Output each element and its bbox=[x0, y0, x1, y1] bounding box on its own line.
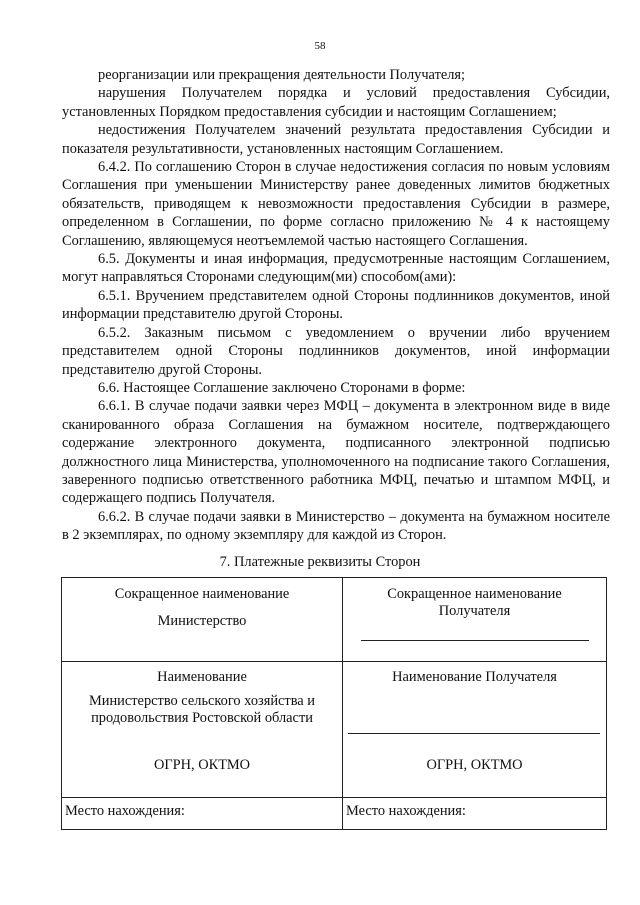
ministry-full-name: Министерство сельского хозяйства и продовольствия Ростовской области bbox=[88, 693, 315, 726]
table-row bbox=[62, 662, 607, 798]
ogrn-oktmo-label: ОГРН, ОКТМО bbox=[153, 757, 251, 773]
fill-in-line bbox=[348, 733, 600, 734]
table-row bbox=[62, 798, 607, 830]
paragraph: 6.5. Документы и иная информация, предусмотренные настоящим Соглашением, могут направляться Сторонами следующим(ми) способом(ами): bbox=[62, 251, 610, 286]
paragraph: нарушения Получателем порядка и условий предоставления Субсидии, установленных Порядком предоставления субсидии и настоящим Соглашением; bbox=[62, 85, 610, 120]
table-cell bbox=[343, 578, 607, 662]
table-cell bbox=[343, 662, 607, 798]
paragraph: недостижения Получателем значений результата предоставления Субсидии и показателя результативности, установленных настоящим Соглашением. bbox=[62, 122, 610, 157]
paragraph: 6.4.2. По соглашению Сторон в случае недостижения согласия по новым условиям Соглашения при уменьшении Министерству ранее доведенных лимитов бюджетных обязательств, приводящем к невозможности предоставления Субсидии в размере, определенном в Соглашении, по форме согласно приложению № 4 к настоящему Соглашению, являющемуся неотъемлемой частью настоящего Соглашения. bbox=[62, 159, 610, 249]
body-text bbox=[62, 66, 610, 545]
location-label: Место нахождения: bbox=[346, 803, 466, 819]
table-cell bbox=[62, 578, 343, 662]
section-title: 7. Платежные реквизиты Сторон bbox=[219, 554, 421, 570]
location-label: Место нахождения: bbox=[65, 803, 185, 819]
page-number: 58 bbox=[314, 40, 326, 52]
table-cell bbox=[343, 798, 607, 830]
table-cell bbox=[62, 662, 343, 798]
paragraph: 6.6.1. В случае подачи заявки через МФЦ – документа в электронном виде в виде сканированного образа Соглашения на бумажном носителе, подтверждающего содержание электронного документа, подписанного электронной подписью должностного лица Министерства, уполномоченного на подписание такого Соглашения, заверенного подписью ответственного работника МФЦ, печатью и штампом МФЦ, и содержащего подпись Получателя. bbox=[62, 398, 610, 507]
ministry-short-name: Министерство bbox=[157, 613, 247, 629]
name-label: Наименование bbox=[157, 669, 247, 685]
paragraph: реорганизации или прекращения деятельности Получателя; bbox=[98, 67, 466, 83]
payment-details-table bbox=[61, 577, 607, 830]
paragraph: 6.6. Настоящее Соглашение заключено Сторонами в форме: bbox=[98, 379, 466, 396]
table-row bbox=[62, 578, 607, 662]
paragraph: 6.6.2. В случае подачи заявки в Министерство – документа на бумажном носителе в 2 экземплярах, по одному экземпляру для каждой из Сторон. bbox=[62, 508, 610, 544]
paragraph: 6.5.1. Вручением представителем одной Стороны подлинников документов, иной информации представителю другой Стороны. bbox=[62, 287, 610, 323]
recipient-name-label: Наименование Получателя bbox=[392, 669, 557, 685]
recipient-short-name-label: Сокращенное наименование Получателя bbox=[387, 586, 562, 619]
table-cell bbox=[62, 798, 343, 830]
fill-in-line bbox=[361, 640, 589, 641]
short-name-label: Сокращенное наименование bbox=[114, 586, 290, 602]
ogrn-oktmo-label: ОГРН, ОКТМО bbox=[426, 757, 523, 773]
paragraph: 6.5.2. Заказным письмом с уведомлением о вручении либо вручением представителем одной Стороны подлинников документов, иной информации представителю другой Стороны. bbox=[62, 324, 610, 378]
